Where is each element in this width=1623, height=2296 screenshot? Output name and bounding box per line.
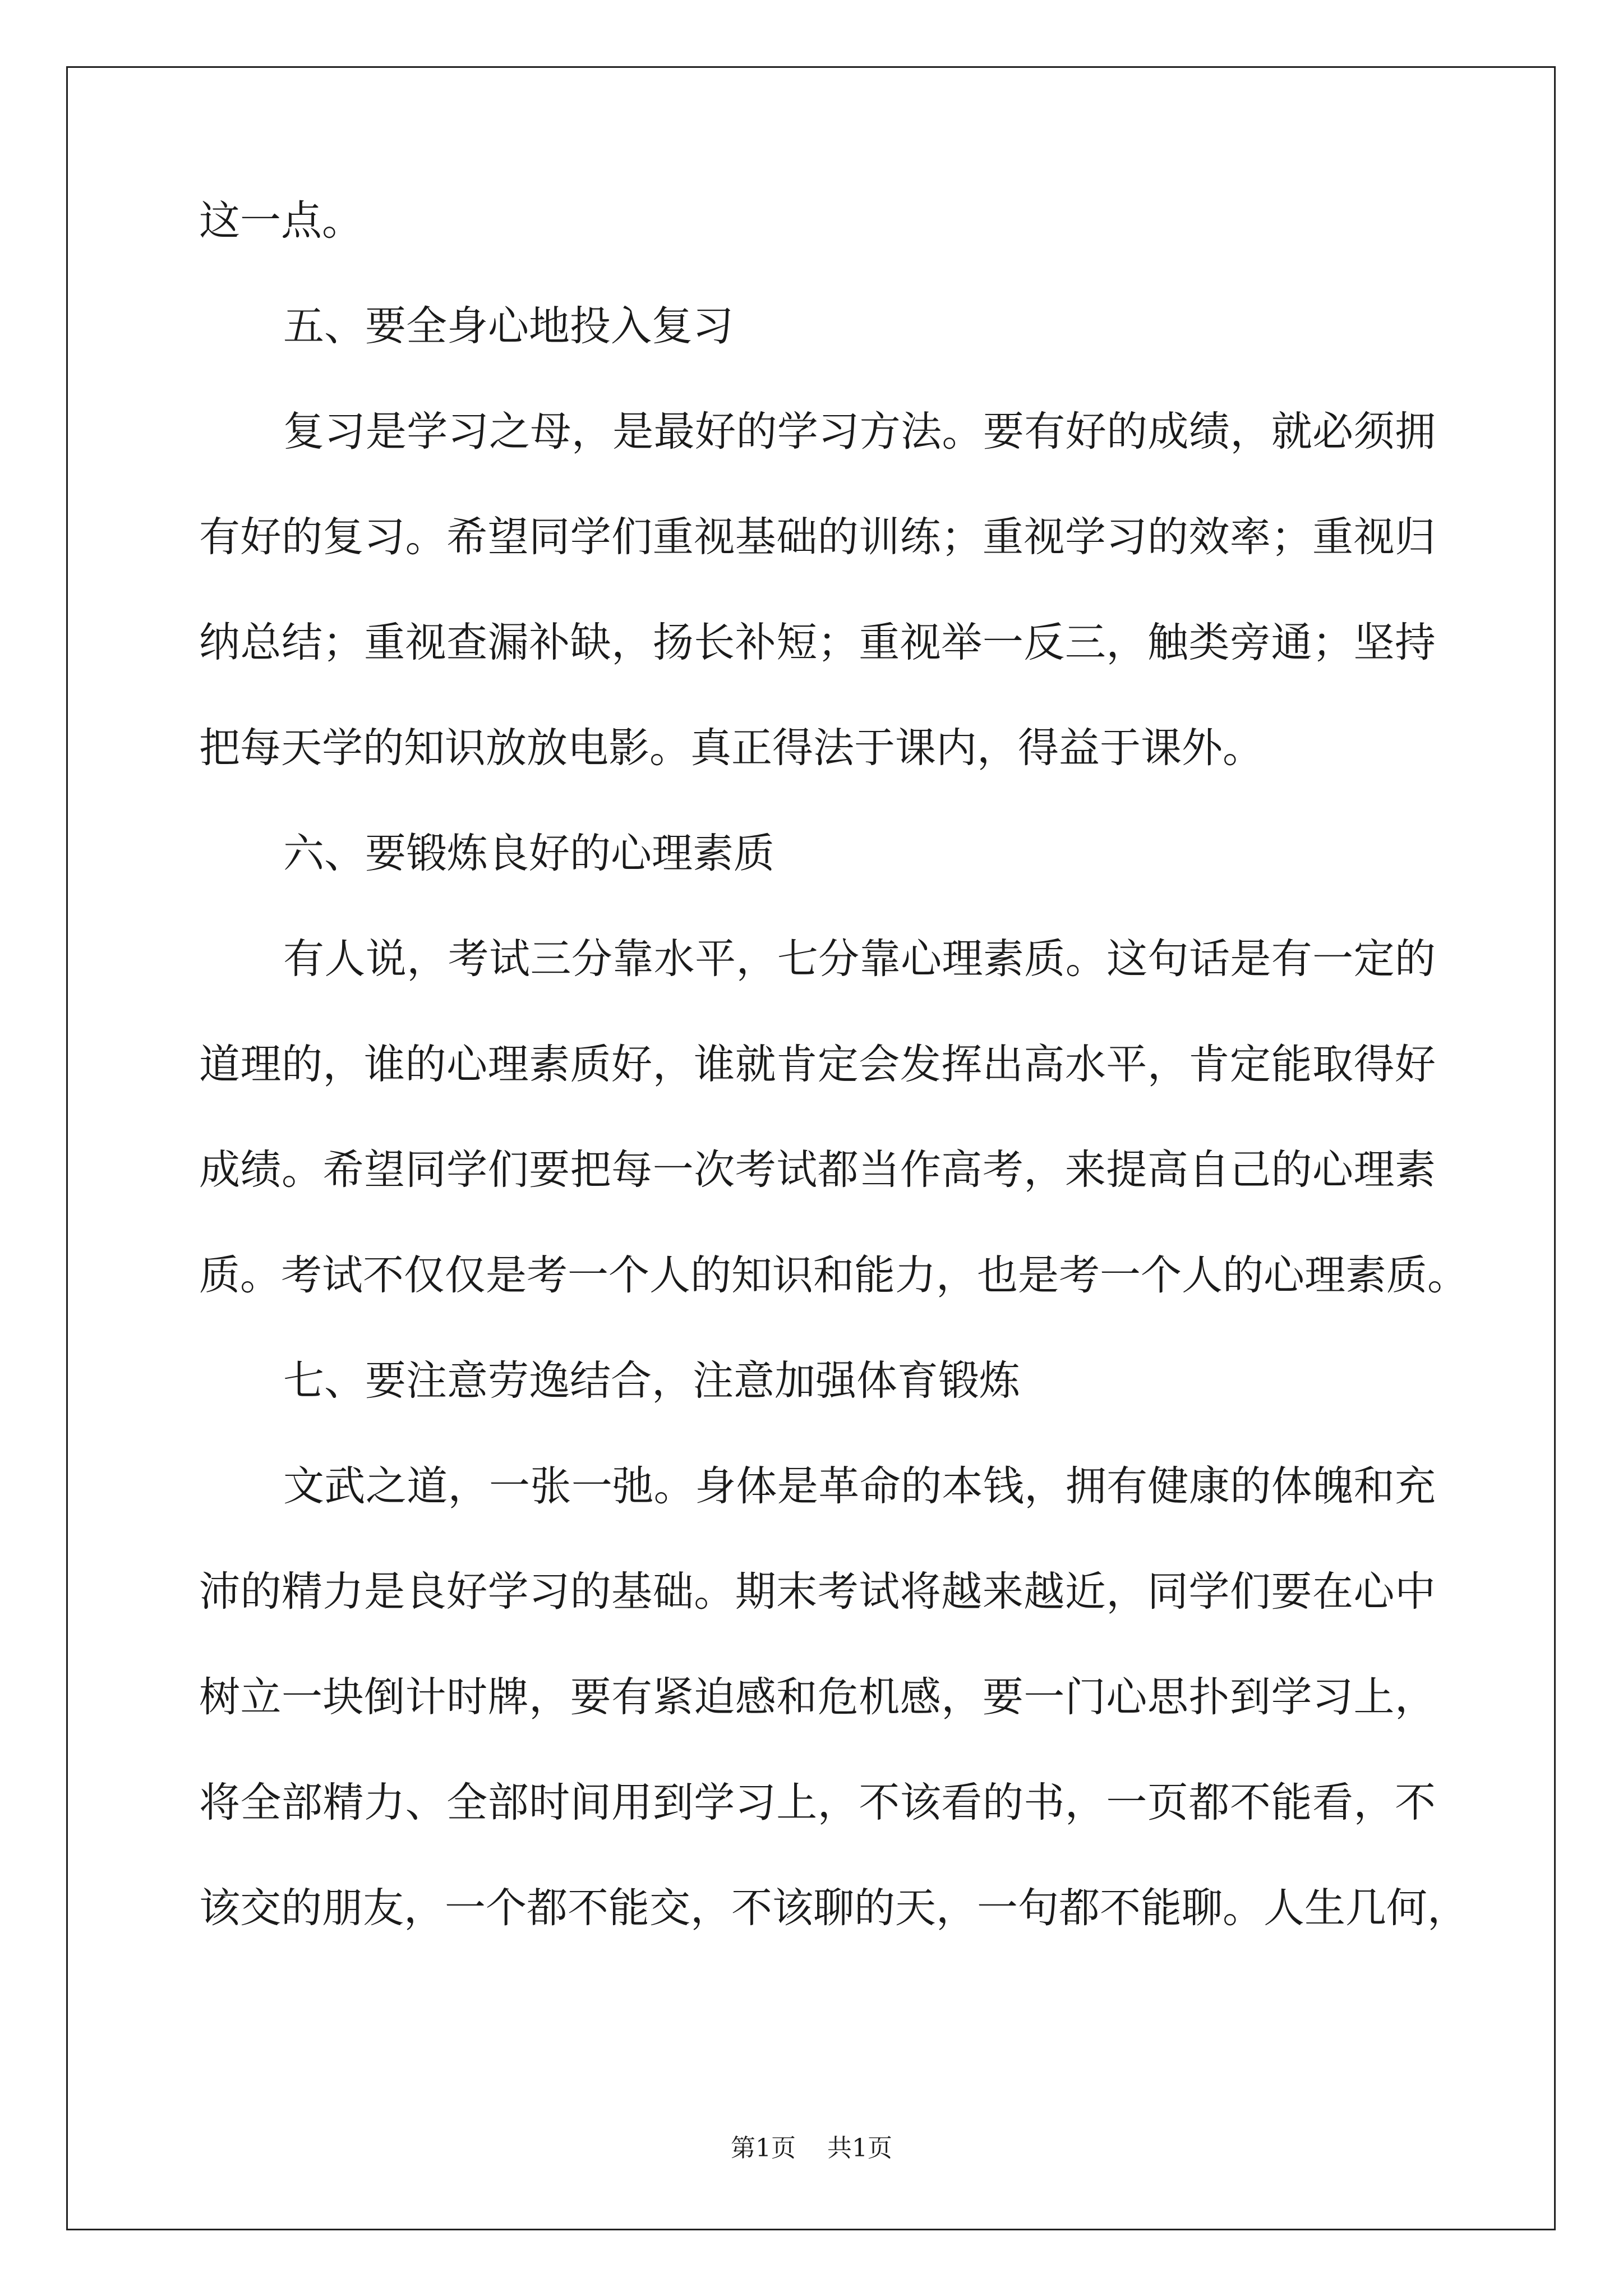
text-line: 这一点。 <box>199 197 363 245</box>
page-total: 共1页 <box>827 2134 892 2162</box>
text-line: 有好的复习。希望同学们重视基础的训练；重视学习的效率；重视归 <box>199 513 1436 561</box>
text-line: 有人说，考试三分靠水平，七分靠心理素质。这句话是有一定的 <box>283 935 1436 983</box>
text-line: 复习是学习之母，是最好的学习方法。要有好的成绩，就必须拥 <box>283 408 1436 455</box>
text-line: 成绩。希望同学们要把每一次考试都当作高考，来提高自己的心理素 <box>199 1146 1436 1194</box>
page-number: 第1页 <box>731 2134 796 2162</box>
text-line: 质。考试不仅仅是考一个人的知识和能力，也是考一个人的心理素质。 <box>199 1251 1468 1299</box>
section-heading: 六、要锻炼良好的心理素质 <box>283 830 774 877</box>
text-line: 道理的，谁的心理素质好，谁就肯定会发挥出高水平，肯定能取得好 <box>199 1041 1436 1088</box>
text-line: 树立一块倒计时牌，要有紧迫感和危机感，要一门心思扑到学习上， <box>199 1673 1436 1721</box>
page-footer <box>0 2132 1623 2165</box>
text-line: 将全部精力、全部时间用到学习上，不该看的书，一页都不能看，不 <box>199 1779 1436 1826</box>
text-line: 沛的精力是良好学习的基础。期末考试将越来越近，同学们要在心中 <box>199 1568 1436 1616</box>
text-line: 纳总结；重视查漏补缺，扬长补短；重视举一反三，触类旁通；坚持 <box>199 619 1436 666</box>
section-heading: 七、要注意劳逸结合，注意加强体育锻炼 <box>283 1357 1020 1405</box>
text-line: 该交的朋友，一个都不能交，不该聊的天，一句都不能聊。人生几何， <box>199 1884 1468 1932</box>
text-line: 把每天学的知识放放电影。真正得法于课内，得益于课外。 <box>199 724 1264 772</box>
text-line: 文武之道，一张一弛。身体是革命的本钱，拥有健康的体魄和充 <box>283 1462 1436 1510</box>
section-heading: 五、要全身心地投入复习 <box>283 302 734 350</box>
